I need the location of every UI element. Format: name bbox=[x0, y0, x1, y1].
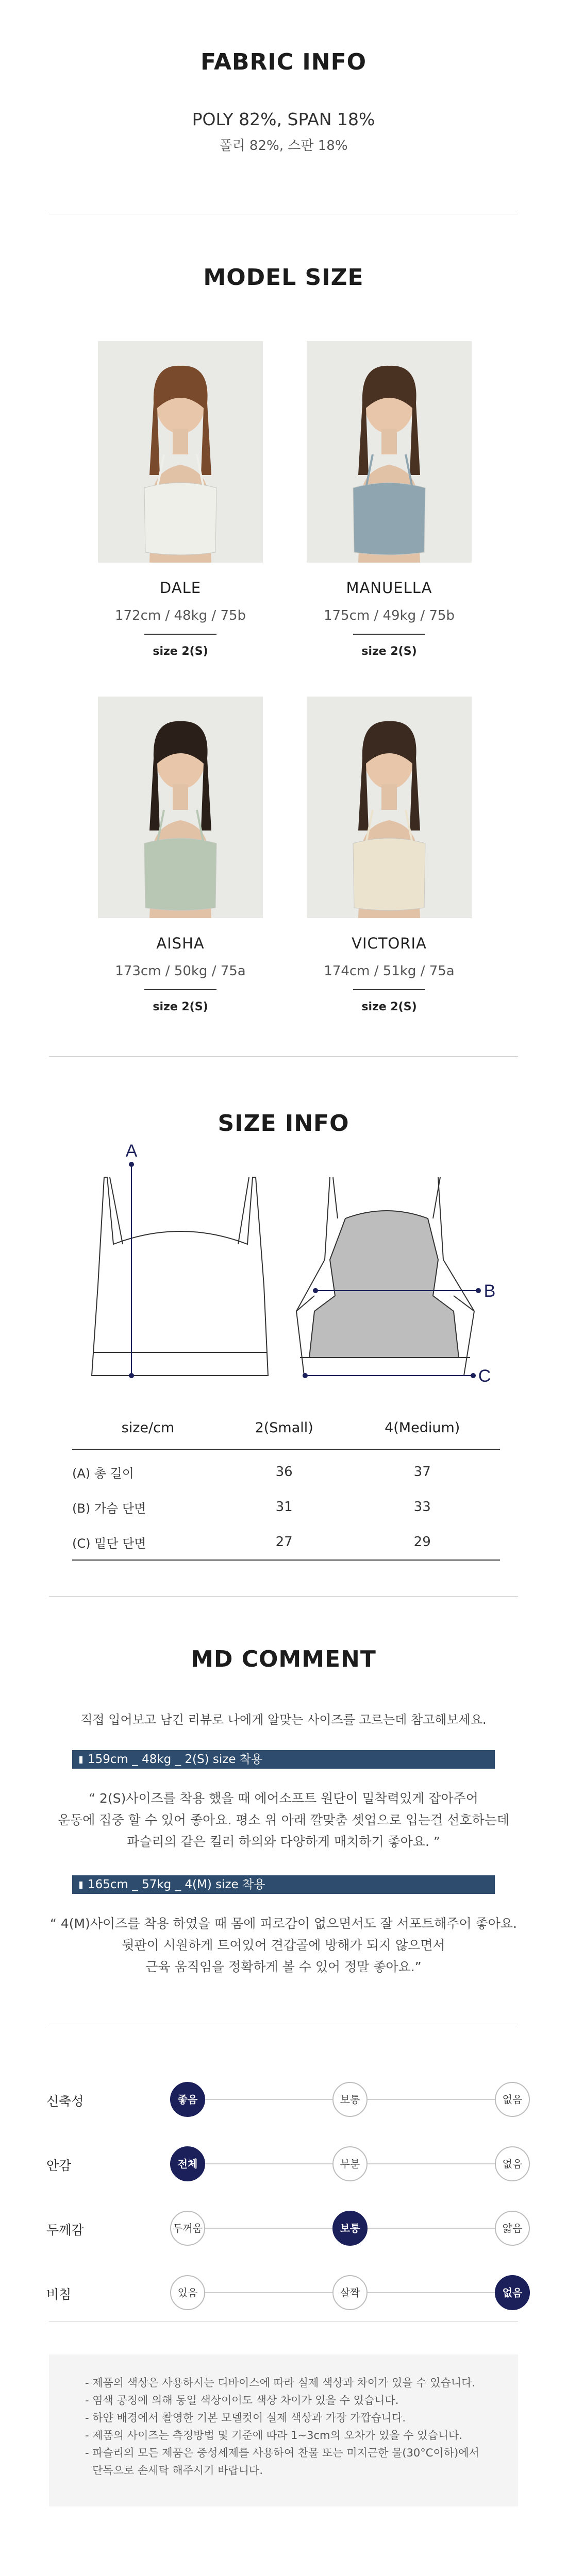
model-name: MANUELLA bbox=[346, 579, 432, 597]
review-line: 파슬리의 같은 컬러 하의와 다양하게 매치하기 좋아요. ” bbox=[127, 1834, 440, 1849]
review-line: “ 2(S)사이즈를 착용 했을 때 에어소프트 원단이 밀착력있게 잡아주어 bbox=[89, 1791, 478, 1806]
model-spec: 174cm / 51kg / 75a bbox=[324, 963, 455, 979]
review-line: 근육 움직임을 정확하게 볼 수 있어 정말 좋아요.” bbox=[145, 1959, 422, 1974]
label-b: B bbox=[483, 1281, 496, 1301]
row-label: (A) 총 길이 bbox=[72, 1466, 134, 1481]
scale-option: 없음 bbox=[495, 2275, 530, 2310]
model-spec: 172cm / 48kg / 75b bbox=[114, 608, 246, 623]
scale-option: 좋음 bbox=[170, 2082, 205, 2117]
section-divider bbox=[49, 1056, 518, 1057]
model-spec: 173cm / 50kg / 75a bbox=[115, 963, 246, 979]
scale-option: 부분 bbox=[332, 2146, 368, 2181]
notice-item: - 염색 공정에 의해 동일 색상이어도 색상 차이가 있을 수 있습니다. bbox=[85, 2394, 399, 2406]
review-bar-text: 165cm _ 57kg _ 4(M) size 착용 bbox=[88, 1878, 265, 1891]
model-divider bbox=[353, 989, 425, 990]
review-quote bbox=[49, 1913, 518, 1978]
notice-item: - 제품의 색상은 사용하시는 디바이스에 따라 실제 색상과 차이가 있을 수 있습니다. bbox=[85, 2377, 476, 2389]
scale-label: 두께감 bbox=[46, 2223, 84, 2238]
model-size-label: size 2(S) bbox=[153, 1001, 208, 1013]
model-divider bbox=[144, 989, 216, 990]
table-row bbox=[72, 1449, 500, 1489]
model-size-label: size 2(S) bbox=[361, 1001, 417, 1013]
notice-list bbox=[49, 2354, 518, 2479]
md-comment-intro: 직접 입어보고 남긴 리뷰로 나에게 알맞는 사이즈를 고르는데 참고해보세요. bbox=[80, 1713, 487, 1727]
model-divider bbox=[353, 634, 425, 635]
model-size-title: MODEL SIZE bbox=[203, 264, 364, 291]
model-size-label: size 2(S) bbox=[153, 645, 208, 658]
scale-label: 안감 bbox=[46, 2158, 72, 2173]
model-card bbox=[307, 341, 472, 658]
review-bar-text: 159cm _ 48kg _ 2(S) size 착용 bbox=[88, 1753, 263, 1766]
row-label: (C) 밑단 단면 bbox=[72, 1524, 224, 1560]
scale-label: 신축성 bbox=[46, 2094, 84, 2109]
scale-option: 두꺼움 bbox=[170, 2211, 205, 2246]
cell-small: 36 bbox=[275, 1464, 293, 1480]
model-name: VICTORIA bbox=[352, 935, 427, 952]
label-a: A bbox=[125, 1141, 138, 1161]
cell-medium: 37 bbox=[413, 1464, 431, 1480]
table-header: 4(Medium) bbox=[344, 1406, 500, 1449]
cell-small: 27 bbox=[224, 1524, 344, 1560]
scale-option: 얇음 bbox=[495, 2211, 530, 2246]
model-card bbox=[98, 697, 263, 1013]
front-view-outline bbox=[92, 1177, 268, 1376]
model-spec: 175cm / 49kg / 75b bbox=[323, 608, 455, 623]
notice-item: 단독으로 손세탁 해주시기 바랍니다. bbox=[92, 2464, 263, 2477]
fabric-composition-en: POLY 82%, SPAN 18% bbox=[192, 109, 375, 129]
section-divider bbox=[49, 1596, 518, 1597]
review-line: 뒷판이 시원하게 트여있어 견갑골에 방해가 되지 않으면서 bbox=[122, 1938, 445, 1953]
scale-option: 없음 bbox=[495, 2082, 530, 2117]
size-diagram bbox=[77, 1141, 500, 1399]
fabric-info-title: FABRIC INFO bbox=[200, 49, 367, 75]
model-size-label: size 2(S) bbox=[361, 645, 417, 658]
notice-box bbox=[49, 2354, 518, 2506]
model-card bbox=[98, 341, 263, 658]
table-row bbox=[72, 1489, 500, 1524]
scale-option: 없음 bbox=[495, 2146, 530, 2181]
model-card bbox=[307, 697, 472, 1013]
scale-option: 전체 bbox=[170, 2146, 205, 2181]
back-view-outline bbox=[296, 1177, 474, 1376]
notice-item: - 제품의 사이즈는 측정방법 및 기준에 따라 1~3cm의 오차가 있을 수 있습니다. bbox=[85, 2429, 463, 2442]
table-header: size/cm bbox=[72, 1406, 224, 1449]
row-label: (B) 가슴 단면 bbox=[72, 1501, 146, 1516]
notice-item: - 파슬리의 모든 제품은 중성세제를 사용하여 찬물 또는 미지근한 물(30°C이하)에서 bbox=[85, 2447, 479, 2459]
md-comment-title: MD COMMENT bbox=[191, 1646, 376, 1672]
model-name: DALE bbox=[159, 579, 202, 597]
bar-marker bbox=[79, 1756, 82, 1764]
review-bar bbox=[72, 1750, 495, 1769]
review-line: 운동에 집중 할 수 있어 좋아요. 평소 위 아래 깔맞춤 셋업으로 입는걸 선호하는데 bbox=[57, 1812, 510, 1827]
review-bar bbox=[72, 1875, 495, 1894]
scale-label: 비침 bbox=[46, 2287, 72, 2302]
table-header: 2(Small) bbox=[224, 1406, 344, 1449]
scale-option: 보통 bbox=[332, 2082, 368, 2117]
model-divider bbox=[144, 634, 216, 635]
model-photo bbox=[307, 341, 472, 563]
size-table bbox=[72, 1406, 500, 1561]
fabric-composition-ko: 폴리 82%, 스판 18% bbox=[219, 138, 348, 154]
review-line: “ 4(M)사이즈를 착용 하였을 때 몸에 피로감이 없으면서도 잘 서포트해주어 좋아요. bbox=[49, 1916, 517, 1931]
scale-option: 보통 bbox=[332, 2211, 368, 2246]
table-row bbox=[72, 1524, 500, 1560]
scale-option: 있음 bbox=[170, 2275, 205, 2310]
review-quote bbox=[49, 1788, 518, 1853]
model-name: AISHA bbox=[156, 935, 205, 952]
cell-medium: 29 bbox=[344, 1524, 500, 1560]
scale-option: 살짝 bbox=[332, 2275, 368, 2310]
model-photo bbox=[98, 341, 263, 563]
label-c: C bbox=[478, 1366, 491, 1386]
model-photo bbox=[98, 697, 263, 918]
size-info-title: SIZE INFO bbox=[218, 1110, 349, 1137]
model-photo bbox=[307, 697, 472, 918]
notice-item: - 하얀 배경에서 촬영한 기본 모델컷이 실제 색상과 가장 가깝습니다. bbox=[85, 2412, 406, 2424]
bar-marker bbox=[79, 1882, 82, 1889]
cell-medium: 33 bbox=[413, 1499, 431, 1515]
cell-small: 31 bbox=[275, 1499, 293, 1515]
